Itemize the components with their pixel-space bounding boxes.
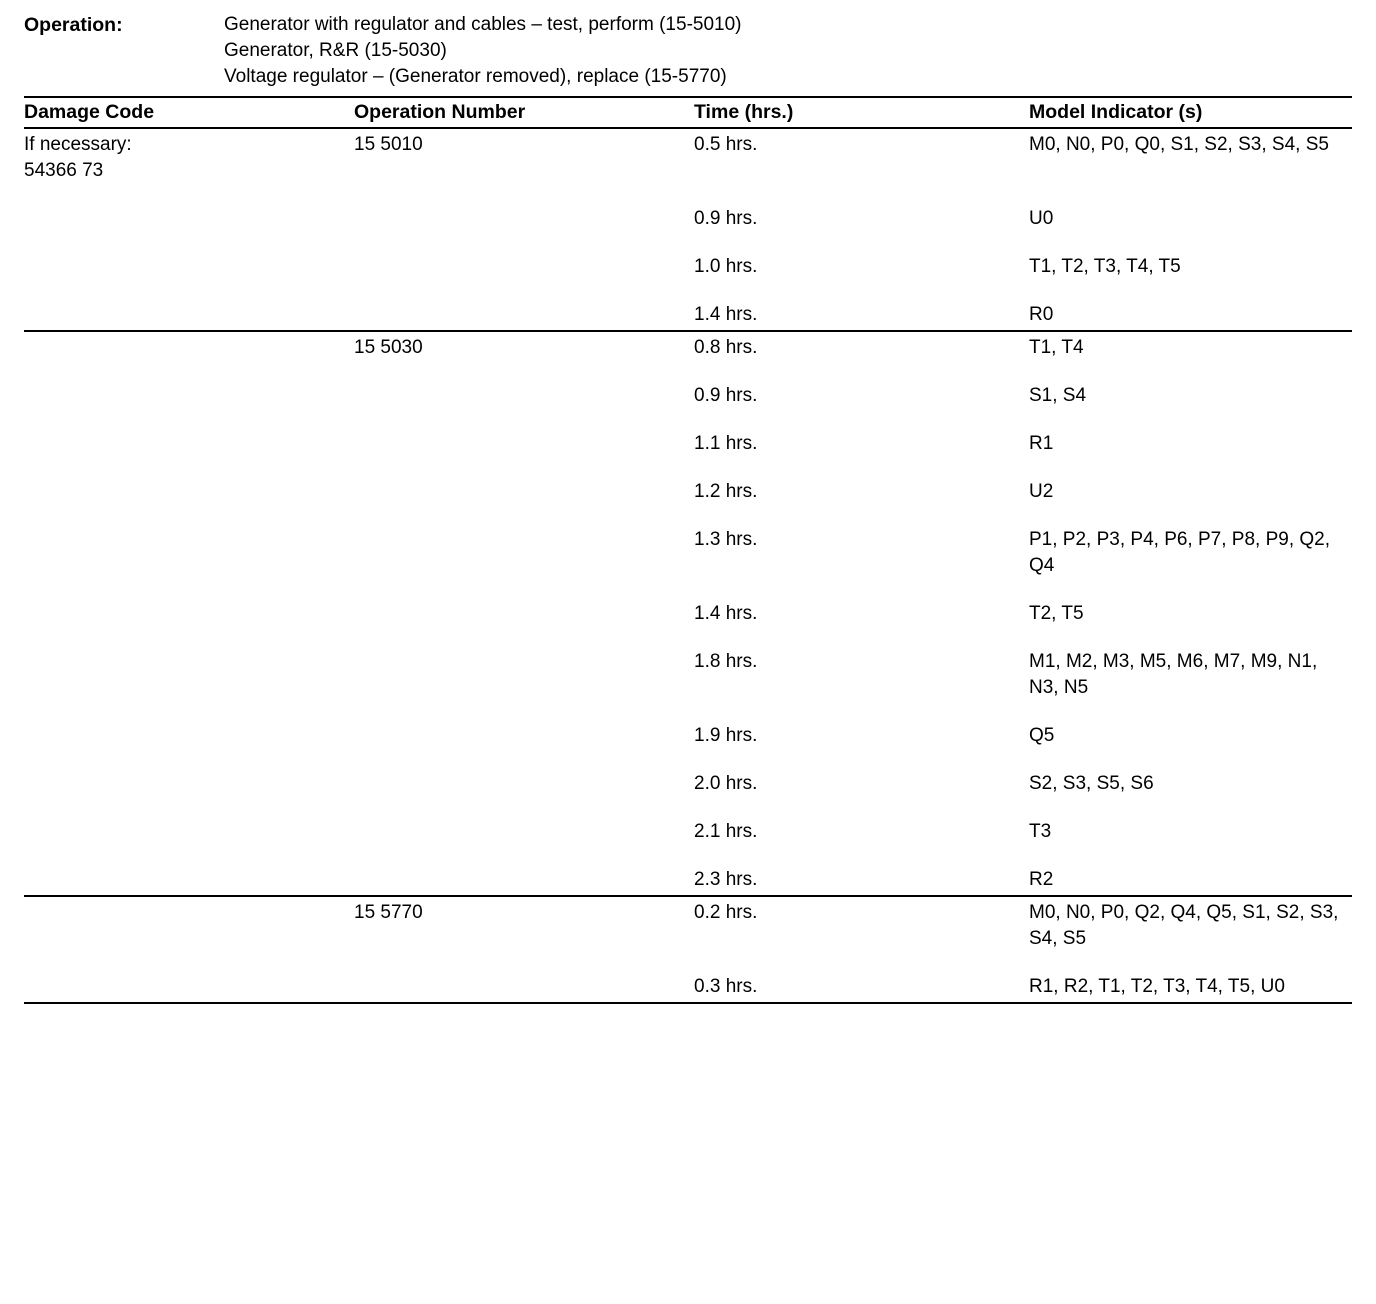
spacer-cell (24, 479, 354, 505)
time-value: 1.8 hrs. (694, 651, 758, 672)
operation-description-line: Generator, R&R (15-5030) (224, 40, 447, 61)
operation-label: Operation: (24, 14, 123, 36)
row-spacer (24, 749, 1352, 771)
table-row (24, 431, 1352, 457)
table-row (24, 527, 1352, 579)
model-indicator-value: M1, M2, M3, M5, M6, M7, M9, N1, N3, N5 (1029, 651, 1318, 698)
time-value: 0.5 hrs. (694, 134, 758, 155)
column-header-damage-code: Damage Code (24, 97, 354, 128)
operation-number-value: 15 5030 (354, 337, 423, 358)
spacer-cell (354, 479, 694, 505)
spacer-cell (24, 649, 354, 701)
spacer-cell (24, 723, 354, 749)
time-value: 1.0 hrs. (694, 256, 758, 277)
model-indicator-value: Q5 (1029, 725, 1055, 746)
spacer-cell (24, 896, 354, 952)
time-value: 0.9 hrs. (694, 385, 758, 406)
table-row (24, 896, 1352, 952)
damage-code-line-2: 54366 73 (24, 160, 104, 181)
operation-header (24, 12, 1352, 90)
table-row (24, 206, 1352, 232)
spacer-cell (354, 974, 694, 1003)
time-value: 1.4 hrs. (694, 302, 1029, 331)
model-indicator-value: R1 (1029, 433, 1054, 454)
spacer-cell (24, 431, 354, 457)
model-indicator-value: R2 (1029, 867, 1352, 896)
model-indicator-value: R1, R2, T1, T2, T3, T4, T5, U0 (1029, 974, 1352, 1003)
spacer-cell (24, 254, 354, 280)
model-indicator-value: T3 (1029, 821, 1052, 842)
spacer-cell (24, 771, 354, 797)
spacer-cell (354, 649, 694, 701)
table-row (24, 771, 1352, 797)
spacer-cell (24, 527, 354, 579)
row-spacer (24, 409, 1352, 431)
row-spacer (24, 797, 1352, 819)
spacer-cell (354, 601, 694, 627)
table-row (24, 601, 1352, 627)
spacer-cell (24, 601, 354, 627)
spacer-cell (354, 723, 694, 749)
damage-code-line-1: If necessary: (24, 134, 132, 155)
table-row (24, 254, 1352, 280)
spacer-cell (24, 331, 354, 361)
operation-description-line: Voltage regulator – (Generator removed), replace (15-5770) (224, 66, 727, 87)
model-indicator-value: U0 (1029, 208, 1054, 229)
time-value: 1.2 hrs. (694, 481, 758, 502)
table-header (24, 97, 1352, 128)
operation-description-line: Generator with regulator and cables – test, perform (15-5010) (224, 14, 742, 35)
row-spacer (24, 232, 1352, 254)
model-indicator-value: R0 (1029, 302, 1352, 331)
spacer-cell (1029, 158, 1352, 184)
time-value: 2.0 hrs. (694, 773, 758, 794)
spacer-cell (354, 302, 694, 331)
operation-number-value: 15 5770 (354, 902, 423, 923)
model-indicator-value: U2 (1029, 481, 1054, 502)
column-header-time: Time (hrs.) (694, 97, 1029, 128)
labor-operations-table (24, 96, 1352, 1004)
row-spacer (24, 184, 1352, 206)
time-value: 1.1 hrs. (694, 433, 758, 454)
operation-description-list (224, 12, 1352, 90)
model-indicator-value: S1, S4 (1029, 385, 1087, 406)
time-value: 1.9 hrs. (694, 725, 758, 746)
table-row (24, 302, 1352, 331)
model-indicator-value: T1, T4 (1029, 337, 1084, 358)
table-row (24, 479, 1352, 505)
spacer-cell (354, 819, 694, 845)
time-value: 2.1 hrs. (694, 821, 758, 842)
row-spacer (24, 505, 1352, 527)
row-spacer (24, 701, 1352, 723)
model-indicator-value: M0, N0, P0, Q2, Q4, Q5, S1, S2, S3, S4, S5 (1029, 902, 1339, 949)
time-value: 1.3 hrs. (694, 529, 758, 550)
spacer-cell (354, 771, 694, 797)
spacer-cell (24, 867, 354, 896)
model-indicator-value: S2, S3, S5, S6 (1029, 773, 1154, 794)
spacer-cell (354, 206, 694, 232)
spacer-cell (24, 302, 354, 331)
table-row (24, 331, 1352, 361)
table-row (24, 158, 1352, 184)
model-indicator-value: P1, P2, P3, P4, P6, P7, P8, P9, Q2, Q4 (1029, 529, 1331, 576)
row-spacer (24, 579, 1352, 601)
spacer-cell (354, 431, 694, 457)
row-spacer (24, 952, 1352, 974)
row-spacer (24, 457, 1352, 479)
table-row (24, 974, 1352, 1003)
model-indicator-value: T1, T2, T3, T4, T5 (1029, 256, 1181, 277)
table-body (24, 128, 1352, 1003)
time-value: 0.9 hrs. (694, 208, 758, 229)
table-header-row (24, 97, 1352, 128)
spacer-cell (24, 974, 354, 1003)
table-row (24, 819, 1352, 845)
spacer-cell (354, 254, 694, 280)
column-header-model-indicator: Model Indicator (s) (1029, 97, 1352, 128)
spacer-cell (24, 206, 354, 232)
spacer-cell (24, 383, 354, 409)
spacer-cell (694, 158, 1029, 184)
table-row (24, 723, 1352, 749)
table-row (24, 128, 1352, 158)
row-spacer (24, 361, 1352, 383)
table-row (24, 649, 1352, 701)
time-value: 0.2 hrs. (694, 902, 758, 923)
table-row (24, 383, 1352, 409)
row-spacer (24, 627, 1352, 649)
time-value: 2.3 hrs. (694, 867, 1029, 896)
time-value: 1.4 hrs. (694, 603, 758, 624)
model-indicator-value: M0, N0, P0, Q0, S1, S2, S3, S4, S5 (1029, 134, 1329, 155)
row-spacer (24, 280, 1352, 302)
table-row (24, 867, 1352, 896)
row-spacer (24, 845, 1352, 867)
time-value: 0.8 hrs. (694, 337, 758, 358)
spacer-cell (24, 819, 354, 845)
operation-number-value: 15 5010 (354, 134, 423, 155)
column-header-operation-number: Operation Number (354, 97, 694, 128)
spacer-cell (354, 867, 694, 896)
model-indicator-value: T2, T5 (1029, 603, 1084, 624)
spacer-cell (354, 527, 694, 579)
time-value: 0.3 hrs. (694, 974, 1029, 1003)
spacer-cell (354, 158, 694, 184)
spacer-cell (354, 383, 694, 409)
